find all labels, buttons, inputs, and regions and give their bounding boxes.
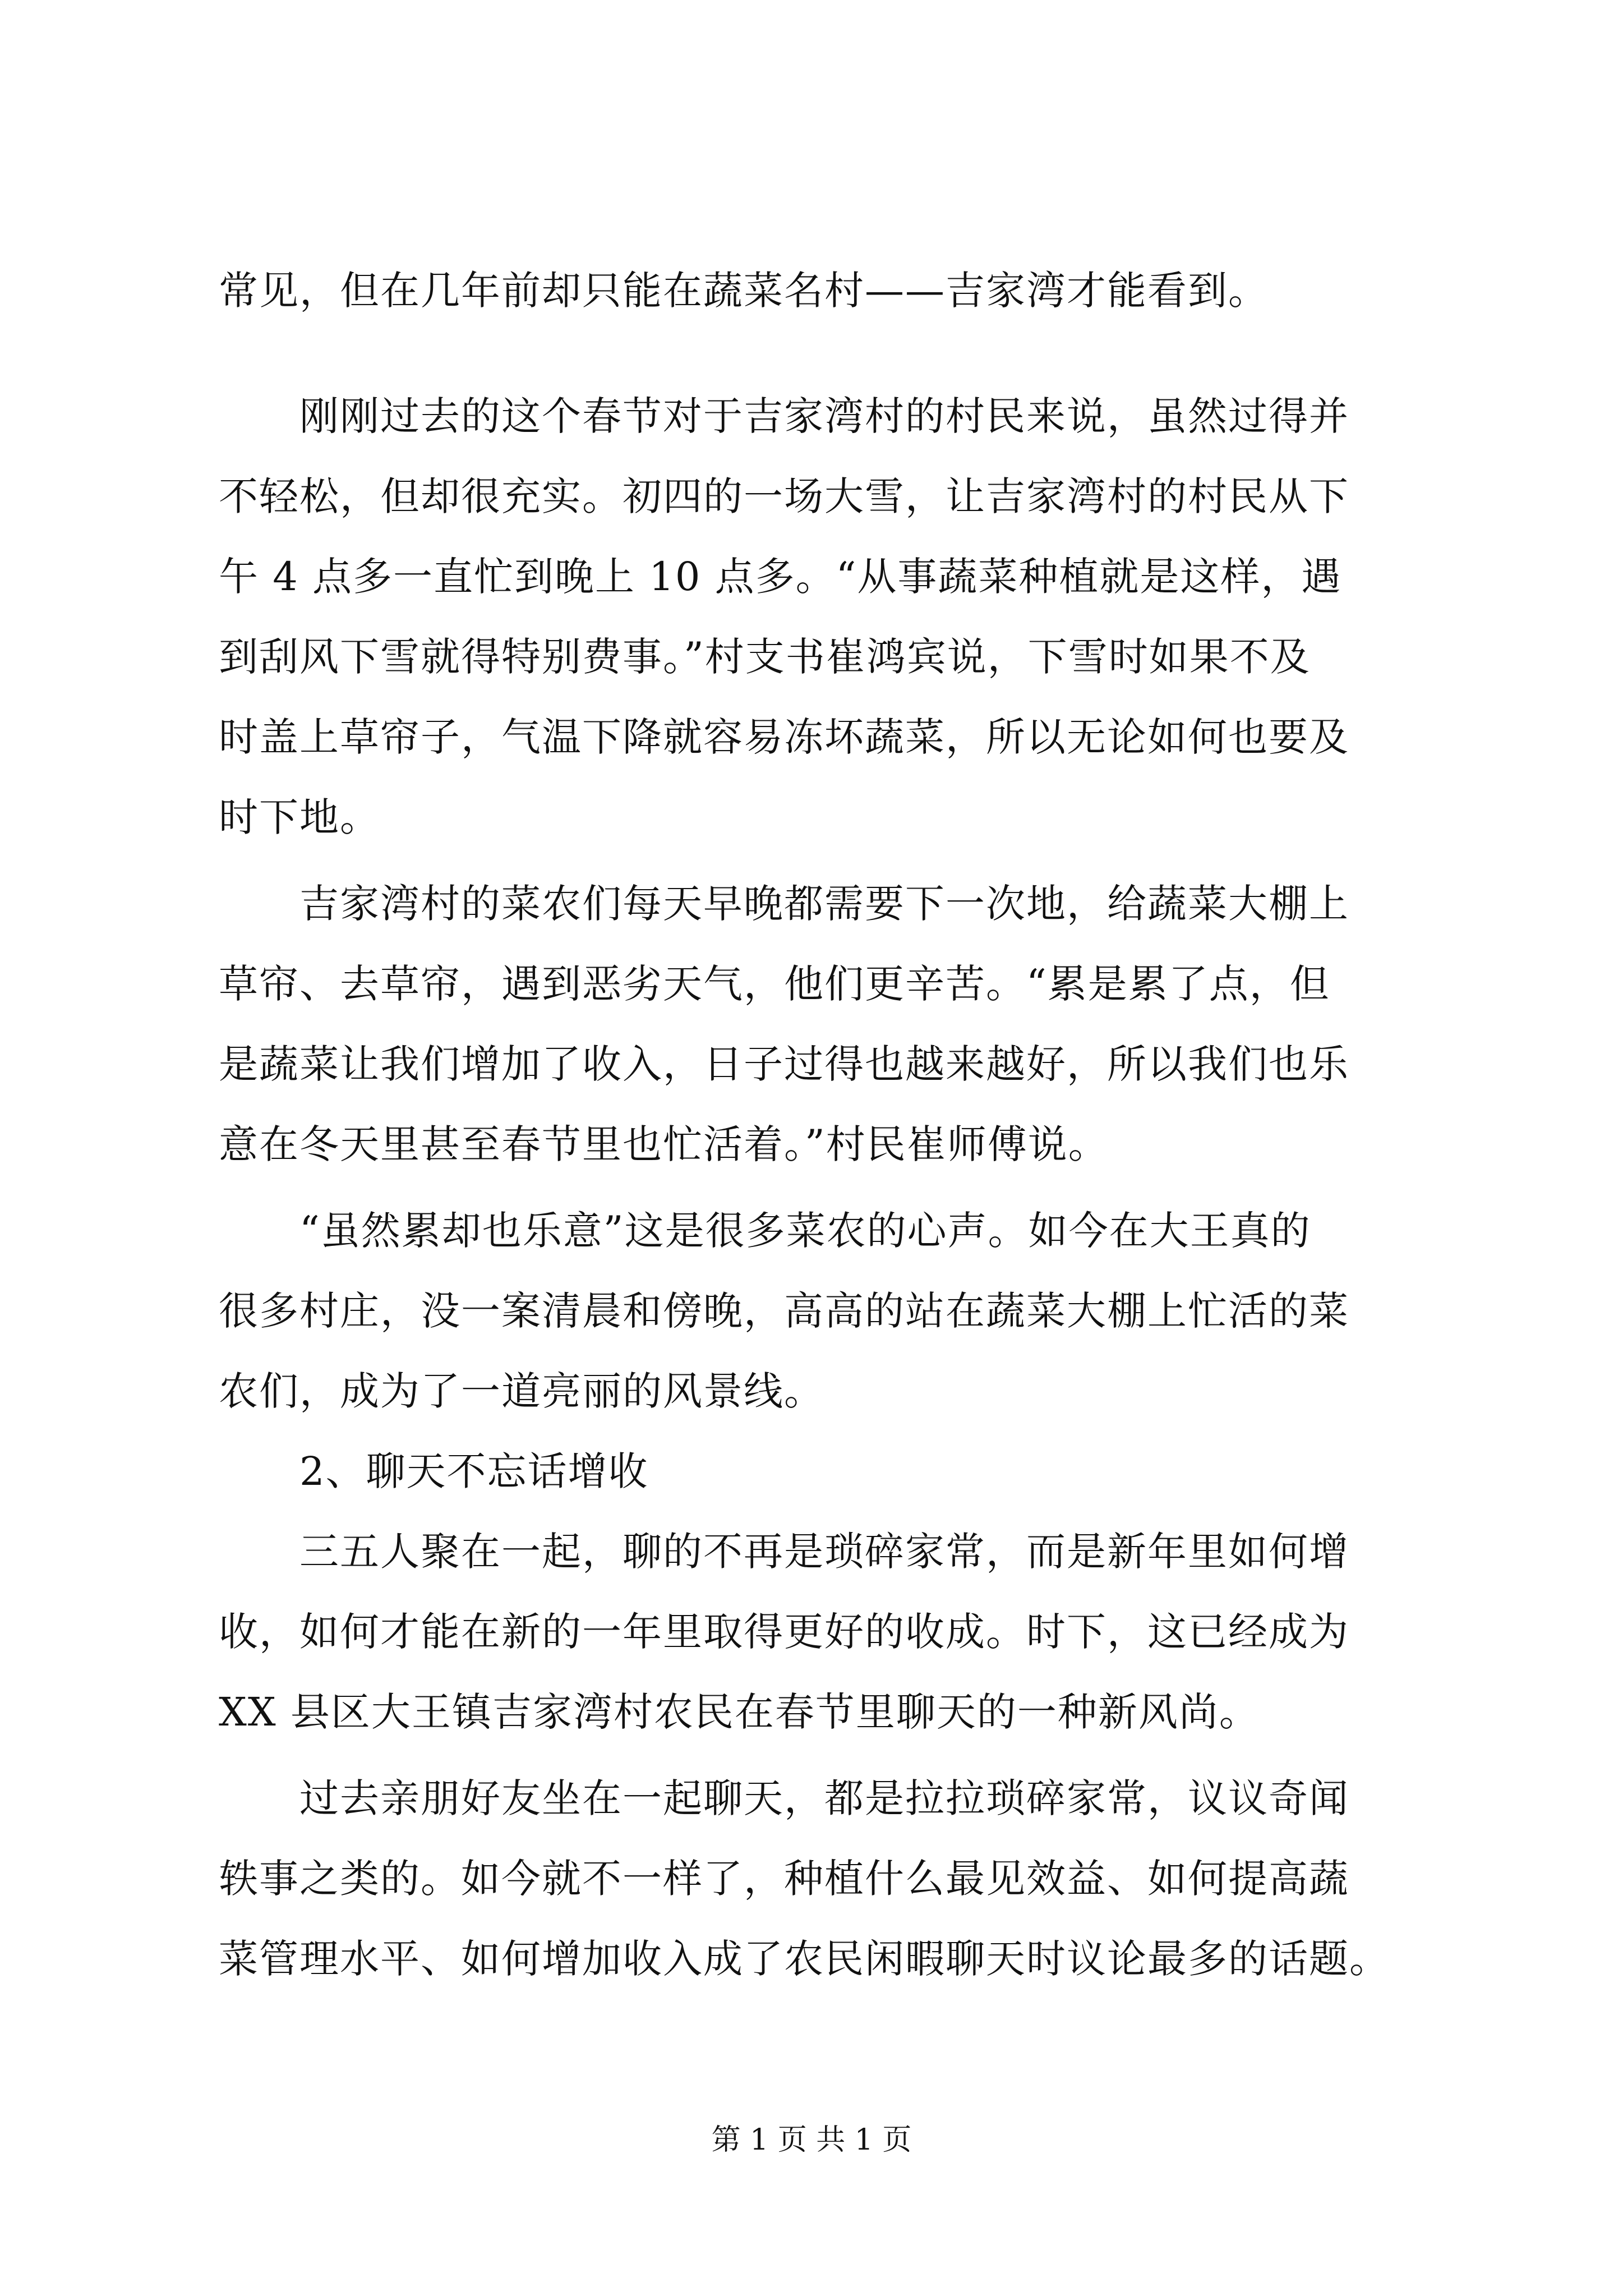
text-line: 轶事之类的。如今就不一样了，种植什么最见效益、如何提高蔬 bbox=[219, 1856, 1349, 1902]
page-number-footer: 第 1 页 共 1 页 bbox=[711, 2123, 912, 2157]
text-line: 三五人聚在一起，聊的不再是琐碎家常，而是新年里如何增 bbox=[219, 1529, 1349, 1575]
text-line: XX 县区大王镇吉家湾村农民在春节里聊天的一种新风尚。 bbox=[219, 1689, 1260, 1735]
text-line: 收，如何才能在新的一年里取得更好的收成。时下，这已经成为 bbox=[219, 1609, 1349, 1655]
text-line: 吉家湾村的菜农们每天早晚都需要下一次地，给蔬菜大棚上 bbox=[219, 881, 1349, 927]
text-line: 菜管理水平、如何增加收入成了农民闲暇聊天时议论最多的话题。 bbox=[219, 1936, 1390, 1982]
text-line: 不轻松，但却很充实。初四的一场大雪，让吉家湾村的村民从下 bbox=[219, 473, 1349, 519]
text-line: 时下地。 bbox=[219, 794, 380, 840]
text-line: 很多村庄，没一案清晨和傍晚，高高的站在蔬菜大棚上忙活的菜 bbox=[219, 1288, 1349, 1334]
text-line: “虽然累却也乐意”这是很多菜农的心声。如今在大王真的 bbox=[219, 1208, 1311, 1254]
text-line: 常见，但在几年前却只能在蔬菜名村——吉家湾才能看到。 bbox=[219, 268, 1269, 314]
text-line: 过去亲朋好友坐在一起聊天，都是拉拉琐碎家常，议议奇闻 bbox=[219, 1775, 1349, 1821]
text-line: 午 4 点多一直忙到晚上 10 点多。“从事蔬菜种植就是这样，遇 bbox=[219, 554, 1342, 600]
section-heading: 2、聊天不忘话增收 bbox=[219, 1448, 649, 1494]
text-line: 时盖上草帘子，气温下降就容易冻坏蔬菜，所以无论如何也要及 bbox=[219, 714, 1349, 760]
text-line: 到刮风下雪就得特别费事。”村支书崔鸿宾说，下雪时如果不及 bbox=[219, 634, 1311, 680]
text-line: 是蔬菜让我们增加了收入，日子过得也越来越好，所以我们也乐 bbox=[219, 1041, 1349, 1087]
text-line: 草帘、去草帘，遇到恶劣天气，他们更辛苦。“累是累了点，但 bbox=[219, 961, 1330, 1007]
text-line: 刚刚过去的这个春节对于吉家湾村的村民来说，虽然过得并 bbox=[219, 393, 1349, 439]
text-line: 意在冬天里甚至春节里也忙活着。”村民崔师傅说。 bbox=[219, 1121, 1109, 1167]
text-line: 农们，成为了一道亮丽的风景线。 bbox=[219, 1368, 824, 1414]
